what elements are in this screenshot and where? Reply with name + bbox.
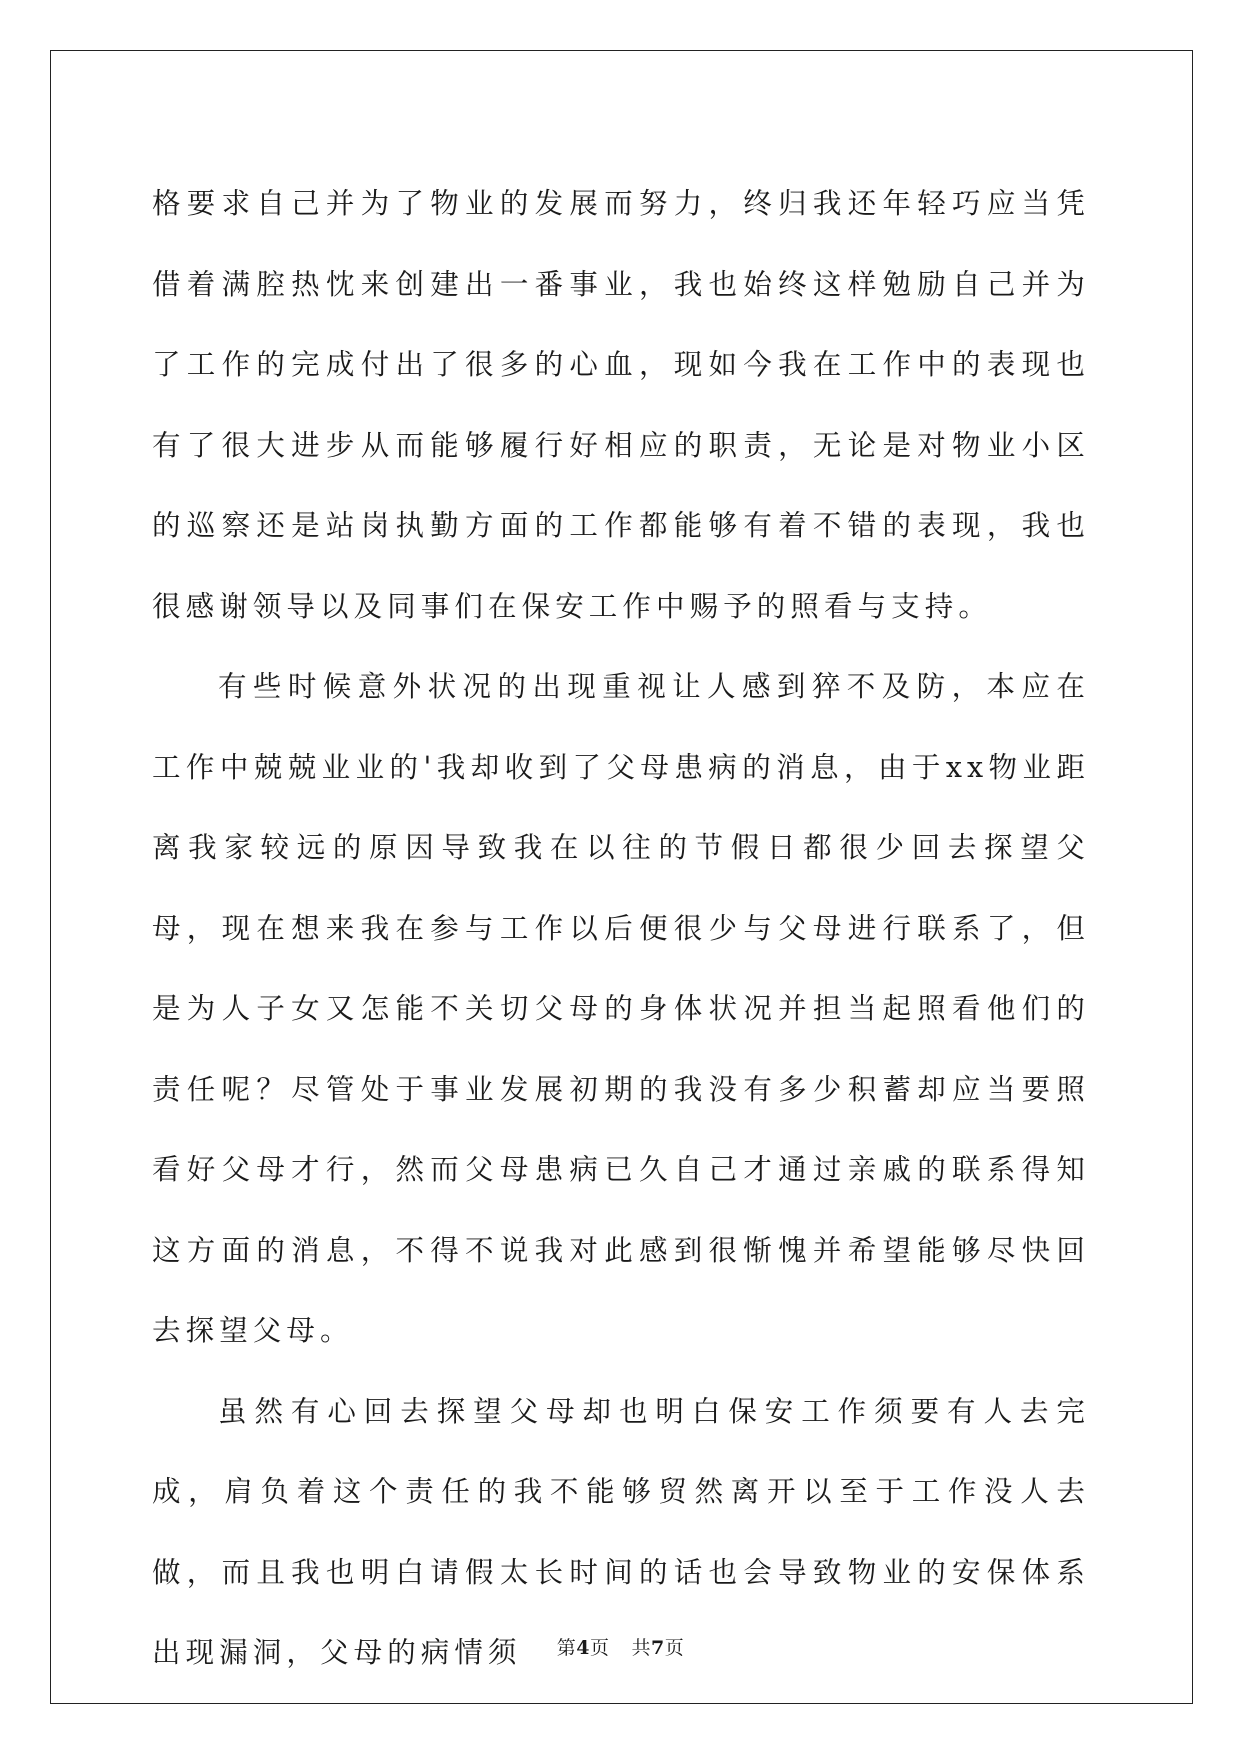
current-page-number: 4 bbox=[576, 1637, 590, 1659]
paragraph-3: 虽然有心回去探望父母却也明白保安工作须要有人去完成，肩负着这个责任的我不能够贸然离开以至于工作没人去做，而且我也明白请假太长时间的话也会导致物业的安保体系出现漏洞，父母的病情须 bbox=[152, 1394, 1090, 1669]
paragraph-1: 格要求自己并为了物业的发展而努力，终归我还年轻巧应当凭借着满腔热忱来创建出一番事业，我也始终这样勉励自己并为了工作的完成付出了很多的心血，现如今我在工作中的表现也有了很大进步从而能够履行好相应的职责，无论是对物业小区的巡察还是站岗执勤方面的工作都能够有着不错的表现，我也很感谢领导以及同事们在保安工作中赐予的照看与支持。 bbox=[152, 187, 1090, 623]
page-prefix: 第 bbox=[556, 1637, 577, 1659]
total-prefix: 共 bbox=[631, 1637, 652, 1659]
total-suffix: 页 bbox=[664, 1637, 685, 1659]
document-body bbox=[152, 164, 1090, 1694]
page-suffix: 页 bbox=[589, 1637, 610, 1659]
total-page-count: 7 bbox=[651, 1637, 665, 1659]
paragraph-2: 有些时候意外状况的出现重视让人感到猝不及防，本应在工作中兢兢业业的'我却收到了父母患病的消息，由于xx物业距离我家较远的原因导致我在以往的节假日都很少回去探望父母，现在想来我在参与工作以后便很少与父母进行联系了，但是为人子女又怎能不关切父母的身体状况并担当起照看他们的责任呢？尽管处于事业发展初期的我没有多少积蓄却应当要照看好父母才行，然而父母患病已久自己才通过亲戚的联系得知这方面的消息，不得不说我对此感到很惭愧并希望能够尽快回去探望父母。 bbox=[152, 670, 1090, 1347]
page-footer bbox=[0, 1633, 1241, 1660]
